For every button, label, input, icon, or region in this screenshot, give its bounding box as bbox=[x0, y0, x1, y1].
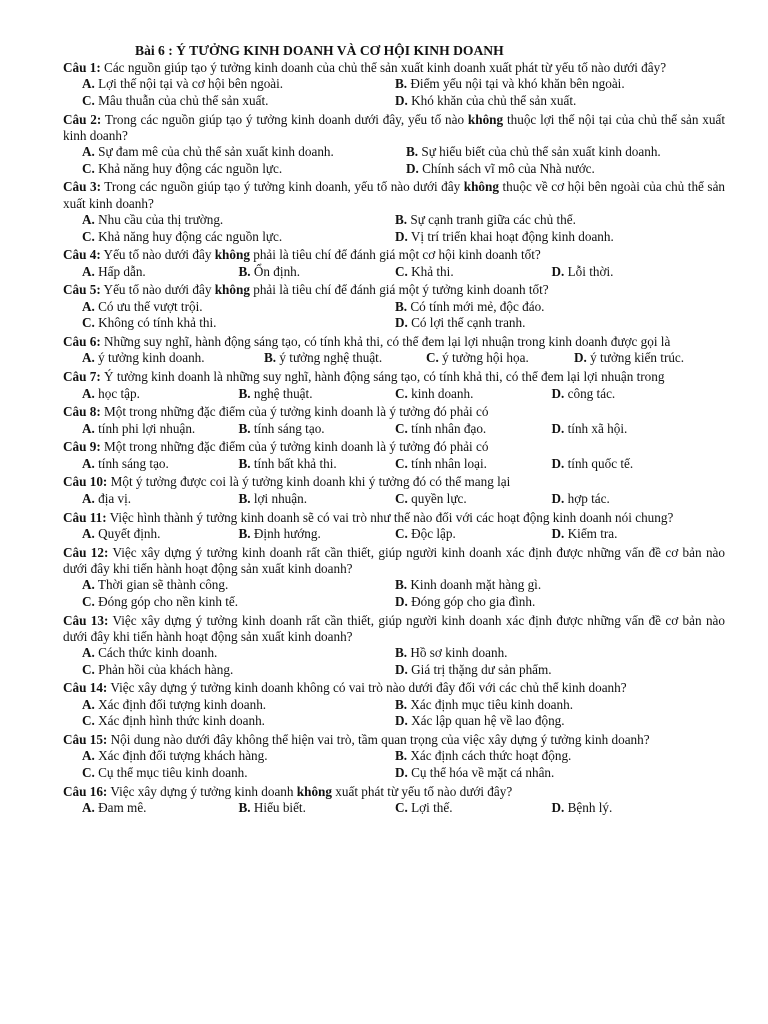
stem-text: thuộc về cơ hội bên ngoài của chủ thể sản xuất kinh doanh? bbox=[63, 179, 726, 211]
option-c bbox=[426, 350, 574, 366]
stem-text: thuộc lợi thế nội tại của chủ thể sản xuất kinh doanh? bbox=[63, 111, 725, 143]
option-a bbox=[82, 144, 406, 160]
question-stem bbox=[63, 474, 725, 490]
option-text: tính quốc tế. bbox=[564, 455, 634, 471]
option-d bbox=[395, 315, 708, 331]
option-letter: D. bbox=[395, 713, 408, 729]
option-letter: A. bbox=[82, 385, 95, 401]
options-row bbox=[63, 713, 725, 729]
options-row bbox=[63, 161, 725, 177]
options-row bbox=[63, 93, 725, 109]
option-a bbox=[82, 299, 395, 315]
option-letter: C. bbox=[395, 455, 408, 471]
stem-keyword: không bbox=[467, 111, 504, 127]
options-row bbox=[63, 526, 725, 542]
option-b bbox=[239, 491, 396, 507]
option-text: Quyết định. bbox=[94, 525, 161, 541]
question-stem bbox=[63, 334, 725, 350]
option-a bbox=[82, 491, 239, 507]
question-label: Câu 6: bbox=[63, 333, 101, 349]
question-label: Câu 1: bbox=[63, 60, 101, 75]
option-b bbox=[239, 264, 396, 280]
option-letter: B. bbox=[238, 420, 251, 436]
question-7 bbox=[63, 369, 725, 402]
option-letter: A. bbox=[82, 645, 95, 661]
option-text: tính nhân loại. bbox=[407, 455, 487, 471]
stem-text: Một ý tưởng được coi là ý tưởng kinh doanh khi ý tưởng đó có thể mang lại bbox=[107, 474, 511, 490]
option-letter: C. bbox=[395, 525, 408, 541]
question-label: Câu 10: bbox=[63, 474, 108, 490]
option-letter: C. bbox=[395, 420, 408, 436]
question-stem bbox=[63, 732, 725, 748]
stem-text: Việc xây dựng ý tưởng kinh doanh bbox=[107, 783, 297, 799]
option-letter: D. bbox=[551, 490, 565, 506]
option-letter: A. bbox=[82, 350, 95, 366]
question-stem bbox=[63, 613, 725, 646]
options-row bbox=[63, 765, 725, 781]
option-a bbox=[82, 748, 395, 764]
option-text: kinh doanh. bbox=[407, 385, 474, 401]
option-text: Sự đam mê của chủ thể sản xuất kinh doanh. bbox=[94, 144, 334, 160]
option-letter: C. bbox=[82, 92, 95, 108]
stem-keyword: không bbox=[214, 247, 250, 263]
option-a bbox=[82, 645, 395, 661]
option-c bbox=[82, 662, 395, 678]
options-row bbox=[63, 386, 725, 402]
option-letter: C. bbox=[82, 593, 95, 609]
question-label: Câu 4: bbox=[63, 247, 101, 263]
question-stem bbox=[63, 369, 725, 385]
option-d bbox=[395, 229, 708, 245]
option-text: Đam mê. bbox=[94, 799, 147, 815]
option-text: học tập. bbox=[94, 385, 140, 401]
option-letter: C. bbox=[82, 713, 95, 729]
option-letter: C. bbox=[82, 661, 95, 677]
stem-keyword: không bbox=[296, 783, 332, 799]
option-d bbox=[395, 93, 708, 109]
option-text: Xác định cách thức hoạt động. bbox=[407, 748, 572, 764]
question-stem bbox=[63, 510, 725, 526]
question-stem bbox=[63, 404, 725, 420]
option-text: Cách thức kinh doanh. bbox=[94, 645, 218, 661]
option-b bbox=[395, 748, 708, 764]
option-letter: D. bbox=[551, 799, 565, 815]
option-text: Không có tính khả thi. bbox=[94, 315, 217, 331]
option-letter: A. bbox=[82, 298, 95, 314]
option-text: Có lợi thế cạnh tranh. bbox=[407, 315, 526, 331]
option-letter: A. bbox=[82, 490, 95, 506]
question-2 bbox=[63, 112, 725, 178]
option-letter: C. bbox=[82, 315, 95, 331]
option-d bbox=[395, 765, 708, 781]
option-a bbox=[82, 386, 239, 402]
option-c bbox=[82, 765, 395, 781]
option-text: Bệnh lý. bbox=[564, 799, 613, 815]
option-letter: C. bbox=[395, 490, 408, 506]
option-d bbox=[395, 662, 708, 678]
option-d bbox=[552, 800, 709, 816]
option-text: Nhu cầu của thị trường. bbox=[94, 212, 224, 228]
options-row bbox=[63, 577, 725, 593]
option-letter: D. bbox=[551, 420, 565, 436]
option-letter: C. bbox=[82, 160, 95, 176]
stem-text: phải là tiêu chí để đánh giá một ý tưởng kinh doanh tốt? bbox=[249, 282, 549, 298]
stem-text: Yếu tố nào dưới đây bbox=[100, 247, 215, 263]
option-text: Phản hồi của khách hàng. bbox=[94, 661, 234, 677]
option-text: công tác. bbox=[564, 385, 616, 401]
stem-text: Một trong những đặc điểm của ý tưởng kinh doanh là ý tưởng đó phải có bbox=[100, 439, 489, 455]
options-row bbox=[63, 229, 725, 245]
option-text: ý tưởng kinh doanh. bbox=[94, 350, 205, 366]
option-letter: A. bbox=[82, 696, 95, 712]
question-stem bbox=[63, 680, 725, 696]
option-letter: A. bbox=[82, 263, 95, 279]
option-b bbox=[239, 421, 396, 437]
option-a bbox=[82, 697, 395, 713]
option-letter: A. bbox=[82, 212, 95, 228]
option-letter: C. bbox=[82, 228, 95, 244]
option-letter: C. bbox=[82, 764, 95, 780]
option-d bbox=[395, 594, 708, 610]
stem-text: phải là tiêu chí để đánh giá một cơ hội kinh doanh tốt? bbox=[249, 247, 541, 263]
option-letter: B. bbox=[395, 748, 408, 764]
option-text: Có ưu thế vượt trội. bbox=[94, 298, 203, 314]
option-a bbox=[82, 456, 239, 472]
option-text: Xác định đối tượng kinh doanh. bbox=[94, 696, 267, 712]
option-text: Xác lập quan hệ về lao động. bbox=[407, 713, 565, 729]
option-d bbox=[552, 264, 709, 280]
option-a bbox=[82, 350, 264, 366]
option-text: tính bất khả thi. bbox=[250, 455, 337, 471]
option-text: quyền lực. bbox=[407, 490, 467, 506]
question-4 bbox=[63, 247, 725, 280]
option-letter: B. bbox=[395, 645, 408, 661]
option-d bbox=[552, 526, 709, 542]
page-title: Bài 6 : Ý TƯỞNG KINH DOANH VÀ CƠ HỘI KINH DOANH bbox=[135, 43, 504, 58]
question-11 bbox=[63, 510, 725, 543]
stem-text: Việc hình thành ý tưởng kinh doanh sẽ có vai trò như thế nào đối với các hoạt động kinh doanh nói chung? bbox=[106, 509, 674, 525]
options-row bbox=[63, 421, 725, 437]
option-d bbox=[406, 161, 595, 177]
option-c bbox=[82, 315, 395, 331]
option-a bbox=[82, 421, 239, 437]
option-text: Kiểm tra. bbox=[564, 525, 618, 541]
option-letter: B. bbox=[395, 696, 408, 712]
option-text: tính nhân đạo. bbox=[407, 420, 487, 436]
question-9 bbox=[63, 439, 725, 472]
option-letter: B. bbox=[238, 525, 251, 541]
stem-keyword: không bbox=[214, 282, 250, 298]
option-b bbox=[264, 350, 426, 366]
stem-text: Trong các nguồn giúp tạo ý tưởng kinh doanh, yếu tố nào dưới đây bbox=[100, 179, 464, 195]
option-letter: B. bbox=[395, 298, 408, 314]
option-b bbox=[395, 76, 708, 92]
option-text: Sự hiểu biết của chủ thể sản xuất kinh doanh. bbox=[418, 144, 661, 160]
option-c bbox=[82, 229, 395, 245]
option-text: ý tưởng kiến trúc. bbox=[586, 350, 685, 366]
question-13 bbox=[63, 613, 725, 679]
question-3 bbox=[63, 179, 725, 245]
option-c bbox=[82, 93, 395, 109]
option-letter: A. bbox=[82, 577, 95, 593]
question-stem bbox=[63, 282, 725, 298]
option-text: tính sáng tạo. bbox=[250, 420, 325, 436]
question-stem bbox=[63, 247, 725, 263]
option-b bbox=[239, 386, 396, 402]
question-10 bbox=[63, 474, 725, 507]
question-12 bbox=[63, 545, 725, 611]
option-letter: C. bbox=[395, 799, 408, 815]
question-label: Câu 12: bbox=[63, 544, 109, 560]
option-text: Giá trị thặng dư sản phẩm. bbox=[407, 661, 552, 677]
option-text: Hấp dẫn. bbox=[94, 263, 146, 279]
option-text: Chính sách vĩ mô của Nhà nước. bbox=[418, 160, 595, 176]
option-text: nghệ thuật. bbox=[250, 385, 313, 401]
option-text: Đóng góp cho nền kinh tế. bbox=[94, 593, 239, 609]
options-row bbox=[63, 144, 725, 160]
option-b bbox=[406, 144, 661, 160]
option-text: Hồ sơ kinh doanh. bbox=[407, 645, 508, 661]
option-letter: D. bbox=[551, 385, 565, 401]
question-label: Câu 3: bbox=[63, 179, 101, 195]
stem-text: Nội dung nào dưới đây không thể hiện vai trò, tầm quan trọng của việc xây dựng ý tưởng kinh doanh? bbox=[107, 732, 650, 747]
option-a bbox=[82, 800, 239, 816]
option-a bbox=[82, 526, 239, 542]
option-letter: B. bbox=[238, 385, 251, 401]
option-letter: A. bbox=[82, 799, 95, 815]
question-16 bbox=[63, 784, 725, 817]
options-row bbox=[63, 748, 725, 764]
option-text: Khó khăn của chủ thể sản xuất. bbox=[407, 92, 577, 108]
option-text: tính sáng tạo. bbox=[94, 455, 169, 471]
option-c bbox=[395, 526, 552, 542]
worksheet-page bbox=[63, 42, 725, 816]
option-letter: A. bbox=[82, 455, 95, 471]
option-letter: B. bbox=[238, 455, 251, 471]
stem-text: Những suy nghĩ, hành động sáng tạo, có tính khả thi, có thể đem lại lợi nhuận trong kinh doanh được gọi là bbox=[100, 333, 671, 349]
option-text: Lợi thế. bbox=[407, 799, 453, 815]
option-text: Định hướng. bbox=[250, 525, 321, 541]
option-b bbox=[239, 456, 396, 472]
option-letter: C. bbox=[426, 350, 439, 366]
question-stem bbox=[63, 179, 725, 212]
option-letter: B. bbox=[395, 76, 408, 92]
option-c bbox=[395, 421, 552, 437]
options-row bbox=[63, 299, 725, 315]
option-text: Độc lập. bbox=[407, 525, 456, 541]
option-letter: D. bbox=[395, 315, 408, 331]
option-letter: B. bbox=[238, 490, 251, 506]
options-row bbox=[63, 264, 725, 280]
option-letter: A. bbox=[82, 748, 95, 764]
option-c bbox=[395, 800, 552, 816]
question-stem bbox=[63, 112, 725, 145]
option-text: Xác định đối tượng khách hàng. bbox=[94, 748, 268, 764]
stem-text: Trong các nguồn giúp tạo ý tưởng kinh doanh dưới đây, yếu tố nào bbox=[101, 111, 468, 127]
options-row bbox=[63, 315, 725, 331]
stem-text: Việc xây dựng ý tưởng kinh doanh không có vai trò nào dưới đây đối với các chủ thể kinh doanh? bbox=[107, 680, 627, 696]
option-text: địa vị. bbox=[94, 490, 132, 506]
stem-text: Việc xây dựng ý tưởng kinh doanh rất cần thiết, giúp người kinh doanh xác định được những vấn đề cơ bản nào dưới đây khi tiến hành hoạt động sản xuất kinh doanh? bbox=[63, 612, 725, 644]
option-text: Cụ thể hóa về mặt cá nhân. bbox=[407, 764, 555, 780]
option-a bbox=[82, 577, 395, 593]
option-text: Xác định mục tiêu kinh doanh. bbox=[407, 696, 573, 712]
option-a bbox=[82, 76, 395, 92]
options-row bbox=[63, 594, 725, 610]
option-d bbox=[552, 421, 709, 437]
options-row bbox=[63, 662, 725, 678]
option-text: tính phi lợi nhuận. bbox=[94, 420, 196, 436]
option-letter: B. bbox=[395, 212, 408, 228]
question-6 bbox=[63, 334, 725, 367]
option-letter: B. bbox=[238, 263, 251, 279]
question-label: Câu 11: bbox=[63, 509, 107, 525]
option-text: hợp tác. bbox=[564, 490, 610, 506]
option-letter: D. bbox=[551, 525, 565, 541]
question-label: Câu 2: bbox=[63, 111, 102, 127]
option-text: Kinh doanh mặt hàng gì. bbox=[407, 577, 542, 593]
question-label: Câu 5: bbox=[63, 282, 101, 298]
option-b bbox=[395, 697, 708, 713]
option-text: Điểm yếu nội tại và khó khăn bên ngoài. bbox=[407, 76, 625, 92]
option-text: Thời gian sẽ thành công. bbox=[94, 577, 229, 593]
option-text: ý tưởng nghệ thuật. bbox=[276, 350, 383, 366]
stem-text: xuất phát từ yếu tố nào dưới đây? bbox=[331, 783, 513, 799]
option-letter: A. bbox=[82, 76, 95, 92]
option-letter: D. bbox=[406, 160, 419, 176]
stem-text: Ý tưởng kinh doanh là những suy nghĩ, hành động sáng tạo, có tính khả thi, có thể đem lại lợi nhuận trong bbox=[100, 369, 665, 385]
option-c bbox=[395, 264, 552, 280]
option-letter: A. bbox=[82, 525, 95, 541]
options-row bbox=[63, 645, 725, 661]
option-text: Lợi thế nội tại và cơ hội bên ngoài. bbox=[94, 76, 284, 92]
stem-keyword: không bbox=[463, 179, 499, 195]
option-letter: D. bbox=[395, 92, 408, 108]
question-list bbox=[63, 60, 725, 816]
option-d bbox=[395, 713, 708, 729]
option-c bbox=[395, 456, 552, 472]
option-letter: D. bbox=[574, 350, 587, 366]
option-b bbox=[395, 577, 708, 593]
option-letter: C. bbox=[395, 385, 408, 401]
question-stem bbox=[63, 784, 725, 800]
option-text: Mâu thuẫn của chủ thể sản xuất. bbox=[94, 92, 269, 108]
stem-text: Một trong những đặc điểm của ý tưởng kinh doanh là ý tưởng đó phải có bbox=[100, 404, 489, 420]
option-a bbox=[82, 264, 239, 280]
option-text: Khả năng huy động các nguồn lực. bbox=[94, 228, 283, 244]
question-15 bbox=[63, 732, 725, 781]
stem-text: Các nguồn giúp tạo ý tưởng kinh doanh của chủ thể sản xuất kinh doanh xuất phát từ yếu tố nào dưới đây? bbox=[100, 60, 667, 75]
option-text: tính xã hội. bbox=[564, 420, 628, 436]
question-label: Câu 14: bbox=[63, 680, 108, 696]
options-row bbox=[63, 350, 725, 366]
question-stem bbox=[63, 545, 725, 578]
option-letter: A. bbox=[82, 144, 95, 160]
option-c bbox=[82, 161, 406, 177]
option-text: Xác định hình thức kinh doanh. bbox=[94, 713, 265, 729]
option-letter: B. bbox=[406, 144, 419, 160]
question-label: Câu 15: bbox=[63, 732, 108, 747]
stem-text: Việc xây dựng ý tưởng kinh doanh rất cần thiết, giúp người kinh doanh xác định được những vấn đề cơ bản nào dưới đây khi tiến hành hoạt động sản xuất kinh doanh? bbox=[63, 544, 725, 577]
option-letter: C. bbox=[395, 263, 408, 279]
option-c bbox=[395, 491, 552, 507]
option-letter: D. bbox=[395, 228, 408, 244]
option-b bbox=[395, 645, 708, 661]
question-14 bbox=[63, 680, 725, 729]
option-letter: D. bbox=[551, 263, 565, 279]
question-stem bbox=[63, 60, 725, 76]
option-c bbox=[82, 713, 395, 729]
option-text: Lỗi thời. bbox=[564, 263, 614, 279]
option-letter: B. bbox=[395, 577, 408, 593]
option-c bbox=[82, 594, 395, 610]
question-stem bbox=[63, 439, 725, 455]
question-label: Câu 7: bbox=[63, 369, 101, 385]
option-text: Ổn định. bbox=[250, 263, 301, 279]
option-letter: D. bbox=[395, 661, 408, 677]
question-5 bbox=[63, 282, 725, 331]
option-b bbox=[395, 299, 708, 315]
options-row bbox=[63, 491, 725, 507]
option-text: Hiểu biết. bbox=[250, 799, 306, 815]
question-label: Câu 13: bbox=[63, 612, 109, 628]
option-text: ý tưởng hội họa. bbox=[438, 350, 529, 366]
option-letter: B. bbox=[264, 350, 277, 366]
option-text: Đóng góp cho gia đình. bbox=[407, 593, 536, 609]
option-letter: D. bbox=[395, 764, 408, 780]
question-1 bbox=[63, 60, 725, 109]
option-d bbox=[574, 350, 684, 366]
option-b bbox=[239, 526, 396, 542]
options-row bbox=[63, 76, 725, 92]
option-text: Cụ thể mục tiêu kinh doanh. bbox=[94, 764, 248, 780]
options-row bbox=[63, 800, 725, 816]
question-label: Câu 9: bbox=[63, 439, 101, 455]
option-letter: B. bbox=[238, 799, 251, 815]
option-letter: D. bbox=[551, 455, 565, 471]
option-d bbox=[552, 386, 709, 402]
option-c bbox=[395, 386, 552, 402]
option-text: Vị trí triển khai hoạt động kinh doanh. bbox=[407, 228, 614, 244]
option-b bbox=[395, 212, 708, 228]
question-label: Câu 16: bbox=[63, 783, 108, 799]
option-text: Khả thi. bbox=[407, 263, 454, 279]
stem-text: Yếu tố nào dưới đây bbox=[100, 282, 215, 298]
option-text: Khả năng huy động các nguồn lực. bbox=[94, 160, 283, 176]
options-row bbox=[63, 212, 725, 228]
option-d bbox=[552, 456, 709, 472]
question-8 bbox=[63, 404, 725, 437]
option-text: lợi nhuận. bbox=[250, 490, 308, 506]
option-a bbox=[82, 212, 395, 228]
options-row bbox=[63, 697, 725, 713]
option-letter: D. bbox=[395, 593, 408, 609]
option-b bbox=[239, 800, 396, 816]
question-label: Câu 8: bbox=[63, 404, 101, 420]
options-row bbox=[63, 456, 725, 472]
option-text: Sự cạnh tranh giữa các chủ thể. bbox=[407, 212, 576, 228]
option-d bbox=[552, 491, 709, 507]
option-text: Có tính mới mẻ, độc đáo. bbox=[407, 298, 545, 314]
option-letter: A. bbox=[82, 420, 95, 436]
